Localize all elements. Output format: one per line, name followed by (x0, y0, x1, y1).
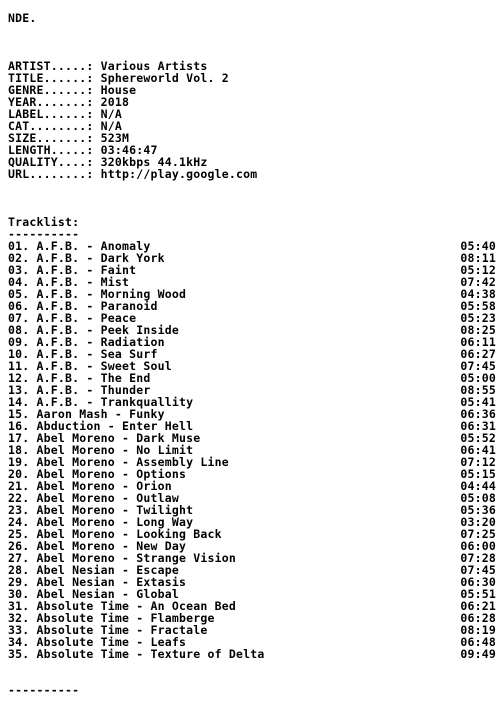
track-title: 25. Abel Moreno - Looking Back (8, 527, 222, 541)
track-duration: 04:38 (460, 287, 496, 301)
info-value: N/A (100, 119, 122, 133)
track-duration: 07:45 (460, 359, 496, 373)
info-value: 523M (100, 131, 130, 145)
track-title: 28. Abel Nesian - Escape (8, 563, 179, 577)
track-title: 02. A.F.B. - Dark York (8, 251, 165, 265)
track-duration: 06:11 (460, 335, 496, 349)
track-duration: 06:21 (460, 599, 496, 613)
info-label: GENRE......: (8, 83, 94, 97)
track-title: 24. Abel Moreno - Long Way (8, 515, 194, 529)
track-row (8, 648, 498, 660)
track-duration: 06:00 (460, 539, 496, 553)
track-duration: 06:31 (460, 419, 496, 433)
track-title: 29. Abel Nesian - Extasis (8, 575, 187, 589)
track-duration: 05:52 (460, 431, 496, 445)
track-title: 03. A.F.B. - Faint (8, 263, 137, 277)
track-title: 07. A.F.B. - Peace (8, 311, 137, 325)
info-row (8, 168, 257, 180)
track-duration: 08:25 (460, 323, 496, 337)
track-title: 08. A.F.B. - Peek Inside (8, 323, 179, 337)
track-duration: 05:51 (460, 587, 496, 601)
tracklist (8, 240, 498, 660)
tracklist-divider: ---------- (8, 227, 80, 241)
track-duration: 07:28 (460, 551, 496, 565)
track-title: 17. Abel Moreno - Dark Muse (8, 431, 201, 445)
info-value: 320kbps 44.1kHz (100, 155, 208, 169)
track-duration: 05:00 (460, 371, 496, 385)
track-title: 33. Absolute Time - Fractale (8, 623, 208, 637)
track-title: 15. Aaron Mash - Funky (8, 407, 165, 421)
info-label: SIZE.......: (8, 131, 94, 145)
track-title: 34. Absolute Time - Leafs (8, 635, 187, 649)
track-duration: 03:20 (460, 515, 496, 529)
track-duration: 04:44 (460, 479, 496, 493)
track-duration: 08:55 (460, 383, 496, 397)
track-title: 35. Absolute Time - Texture of Delta (8, 647, 265, 661)
track-title: 22. Abel Moreno - Outlaw (8, 491, 179, 505)
track-duration: 05:58 (460, 299, 496, 313)
info-label: LABEL......: (8, 107, 94, 121)
track-duration: 05:15 (460, 467, 496, 481)
track-duration: 06:41 (460, 443, 496, 457)
header-text: NDE. (8, 11, 37, 25)
track-duration: 06:30 (460, 575, 496, 589)
track-duration: 05:23 (460, 311, 496, 325)
track-title: 01. A.F.B. - Anomaly (8, 239, 151, 253)
track-duration: 05:36 (460, 503, 496, 517)
info-label: YEAR.......: (8, 95, 94, 109)
info-label: ARTIST.....: (8, 59, 94, 73)
track-title: 27. Abel Moreno - Strange Vision (8, 551, 236, 565)
track-duration: 08:19 (460, 623, 496, 637)
info-value: Sphereworld Vol. 2 (100, 71, 229, 85)
track-duration: 06:36 (460, 407, 496, 421)
track-duration: 05:40 (460, 239, 496, 253)
info-value: http://play.google.com (100, 167, 258, 181)
track-title: 32. Absolute Time - Flamberge (8, 611, 215, 625)
track-title: 23. Abel Moreno - Twilight (8, 503, 194, 517)
track-duration: 07:45 (460, 563, 496, 577)
info-value: 03:46:47 (100, 143, 158, 157)
track-title: 06. A.F.B. - Paranoid (8, 299, 158, 313)
track-title: 19. Abel Moreno - Assembly Line (8, 455, 229, 469)
track-title: 21. Abel Moreno - Orion (8, 479, 172, 493)
footer-divider: ---------- (8, 683, 80, 697)
track-title: 20. Abel Moreno - Options (8, 467, 187, 481)
info-value: N/A (100, 107, 122, 121)
track-title: 14. A.F.B. - Trankquallity (8, 395, 194, 409)
info-label: QUALITY....: (8, 155, 94, 169)
track-title: 13. A.F.B. - Thunder (8, 383, 151, 397)
info-label: LENGTH.....: (8, 143, 94, 157)
info-label: TITLE......: (8, 71, 94, 85)
track-duration: 07:25 (460, 527, 496, 541)
info-value: 2018 (100, 95, 130, 109)
info-label: CAT........: (8, 119, 94, 133)
info-value: House (100, 83, 137, 97)
track-duration: 05:08 (460, 491, 496, 505)
track-duration: 05:41 (460, 395, 496, 409)
track-duration: 06:28 (460, 611, 496, 625)
track-duration: 07:42 (460, 275, 496, 289)
track-title: 31. Absolute Time - An Ocean Bed (8, 599, 236, 613)
track-title: 04. A.F.B. - Mist (8, 275, 130, 289)
info-value: Various Artists (100, 59, 208, 73)
track-title: 05. A.F.B. - Morning Wood (8, 287, 187, 301)
track-duration: 05:12 (460, 263, 496, 277)
track-title: 26. Abel Moreno - New Day (8, 539, 187, 553)
track-title: 18. Abel Moreno - No Limit (8, 443, 194, 457)
track-title: 11. A.F.B. - Sweet Soul (8, 359, 172, 373)
track-title: 16. Abduction - Enter Hell (8, 419, 194, 433)
track-title: 10. A.F.B. - Sea Surf (8, 347, 158, 361)
track-duration: 08:11 (460, 251, 496, 265)
info-label: URL........: (8, 167, 94, 181)
tracklist-heading: Tracklist: (8, 215, 80, 229)
track-duration: 06:48 (460, 635, 496, 649)
track-duration: 06:27 (460, 347, 496, 361)
track-duration: 09:49 (460, 647, 496, 661)
track-title: 09. A.F.B. - Radiation (8, 335, 165, 349)
track-duration: 07:12 (460, 455, 496, 469)
track-title: 30. Abel Nesian - Global (8, 587, 179, 601)
track-title: 12. A.F.B. - The End (8, 371, 151, 385)
